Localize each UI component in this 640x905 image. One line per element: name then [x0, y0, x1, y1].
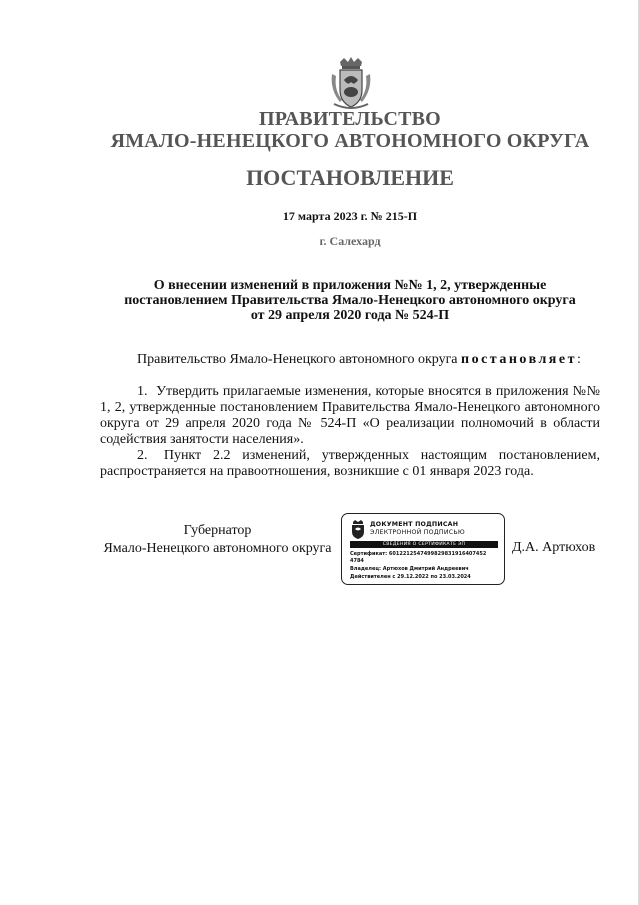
org-name-line1: ПРАВИТЕЛЬСТВО — [259, 108, 441, 130]
document-body — [100, 384, 600, 480]
title-line: от 29 апреля 2020 года № 524-П — [250, 308, 450, 323]
stamp-emblem-icon — [350, 520, 366, 539]
org-name-line2: ЯМАЛО-НЕНЕЦКОГО АВТОНОМНОГО ОКРУГА — [110, 130, 590, 152]
document-title — [100, 278, 600, 323]
item-number: 2. — [137, 448, 148, 463]
preamble-text: Правительство Ямало-Ненецкого автономного округа — [137, 352, 462, 367]
signatory-name: Д.А. Артюхов — [512, 540, 596, 555]
position-region: Ямало-Ненецкого автономного округа — [103, 541, 332, 556]
item-text: Утвердить прилагаемые изменения, которые вносятся в приложения №№ 1, 2, утвержденные постановлением Правительства Ямало-Ненецкого автономного округа от 29 апреля 2020 года № 524-П «О реализации полномочий в области содействия занятости населения». — [100, 384, 600, 447]
stamp-owner: Владелец: Артюхов Дмитрий Андреевич — [350, 566, 469, 572]
stamp-certificate: Сертификат: 6012212547499829831916407452 — [350, 551, 487, 557]
coat-of-arms-icon — [328, 56, 374, 110]
date-and-number: 17 марта 2023 г. № 215-П — [282, 209, 418, 223]
title-line: О внесении изменений в приложения №№ 1, 2, утвержденные — [153, 278, 547, 293]
stamp-bar: СВЕДЕНИЯ О СЕРТИФИКАТЕ ЭП — [350, 541, 498, 548]
stamp-validity: Действителен с 29.12.2022 по 23.03.2024 — [350, 574, 471, 580]
title-line: постановлением Правительства Ямало-Ненецкого автономного округа — [124, 293, 576, 308]
document-type: ПОСТАНОВЛЕНИЕ — [246, 165, 454, 190]
stamp-certificate-cont: 4784 — [350, 558, 364, 564]
preamble-verb: постановляет — [461, 352, 577, 367]
item-number: 1. — [137, 384, 148, 399]
city: г. Салехард — [319, 234, 381, 248]
list-item — [100, 384, 600, 448]
position-title: Губернатор — [183, 523, 252, 538]
preamble — [137, 352, 607, 368]
stamp-heading: ЭЛЕКТРОННОЙ ПОДПИСЬЮ — [370, 529, 465, 536]
list-item — [100, 448, 600, 480]
item-text: Пункт 2.2 изменений, утвержденных настоящим постановлением, распространяется на правоотношения, возникшие с 01 января 2023 года. — [100, 448, 600, 479]
preamble-colon: : — [576, 352, 581, 367]
signatory-position — [100, 522, 335, 558]
electronic-signature-stamp — [341, 513, 505, 585]
stamp-heading: ДОКУМЕНТ ПОДПИСАН — [370, 521, 459, 528]
